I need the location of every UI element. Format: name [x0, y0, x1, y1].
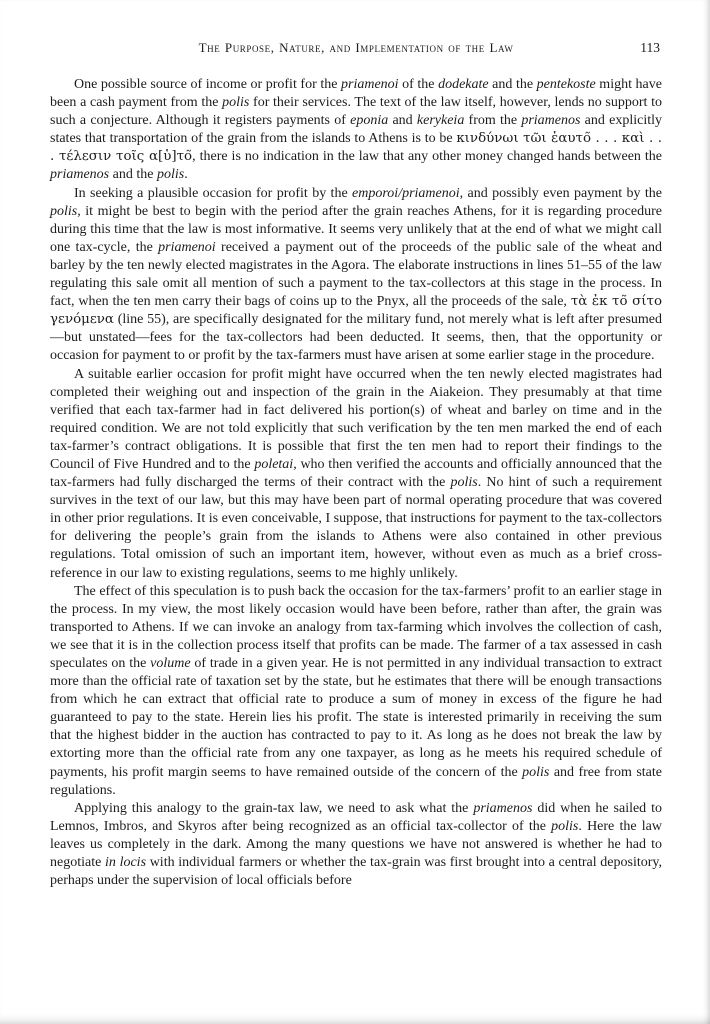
- italic-term: eponia: [350, 113, 389, 129]
- italic-term: priamenoi: [341, 77, 399, 92]
- text-run: and free from state regulations.: [50, 764, 662, 798]
- italic-term: pentekoste: [536, 77, 596, 92]
- text-run: and the: [488, 77, 537, 92]
- italic-term: in locis: [105, 855, 147, 871]
- paragraph: [50, 185, 662, 366]
- greek-text: κινδύνωι τῶι ἑαυτο̃ . . . καὶ . . . τέλεσιν τοῖς α[ὑ]το̃: [50, 131, 662, 165]
- paragraph: [50, 76, 662, 185]
- running-head: [50, 40, 662, 55]
- text-run: might have been a cash payment from the: [50, 77, 662, 111]
- text-run: of trade in a given year. He is not permitted in any individual transaction to extract more than the official rate of taxation set by the state, but he estimates that there will be enough transactions from which he can extract that official rate to produce a sum of money in excess of the figure he had guaranteed to pay to the state. Herein lies his profit. The state is interested primarily in receiving the sum that the highest bidder in the auction has contracted to pay to it. As long as he does not break the law by extorting more than the official rate from any one taxpayer, as long as he meets his required schedule of payments, his profit margin seems to have remained outside of the concern of the: [50, 656, 663, 780]
- italic-term: polis: [450, 475, 478, 491]
- italic-term: poletai: [254, 456, 294, 472]
- italic-term: priamenos: [50, 167, 110, 183]
- text-run: with individual farmers or whether the tax-grain was first brought into a central depository, perhaps under the supervision of local officials before: [50, 855, 662, 889]
- italic-term: volume: [150, 656, 191, 671]
- text-run: , and possibly even payment by the: [459, 185, 662, 201]
- text-run: . No hint of such a requirement survives in the text of our law, but this may have been part of normal operating procedure that was covered in other prior regulations. It is even conceivable, I suppose, that instructions for payment to the tax-collectors for delivering the people’s grain from the islands to Athens were also contained in other previous regulations. Total omission of such an important item, however, without even as much as a brief cross-reference in our law to existing regulations, seems to me highly unlikely.: [50, 475, 662, 581]
- italic-term: polis: [222, 95, 250, 111]
- text-run: (line 55), are specifically designated for the military fund, not merely what is left after presumed—but unstated—fees for the tax-collectors had been deducted. It seems, then, that the opportunity or occasion for payment to or profit by the tax-farmers must have arisen at some earlier stage in the procedure.: [50, 312, 662, 364]
- text-body: [50, 76, 662, 890]
- page-number: 113: [640, 40, 660, 55]
- italic-term: polis: [522, 764, 550, 780]
- text-run: , who then verified the accounts and officially announced that the tax-farmers had fully discharged the terms of their contract with the: [50, 456, 663, 491]
- text-run: received a payment out of the proceeds of the public sale of the wheat and barley by the ten newly elected magistrates in the Agora. The elaborate instructions in lines 51–55 of the law regulating this sale omit all mention of such a payment to the tax-collectors at this stage in the process. In fact, when the ten men carry their bags of coins up to the Pnyx, all the proceeds of the sale,: [50, 239, 662, 310]
- text-run: Applying this analogy to the grain-tax law, we need to ask what the: [74, 800, 474, 816]
- text-run: and explicitly states that transportation of the grain from the islands to Athens is to be: [50, 113, 662, 147]
- greek-text: τὰ ἐκ το̃ σίτο γενόμενα: [50, 294, 663, 328]
- text-run: A suitable earlier occasion for profit might have occurred when the ten newly elected magistrates had completed their weighing out and inspection of the grain in the Aiakeion. They presumably at that time verified that each tax-farmer had in fact delivered his portion(s) of wheat and barley on time and in the required condition. We are not told explicitly that such verification by the ten men marked the end of each tax-farmer’s contract obligations. It is possible that first the ten men had to report their findings to the Council of Five Hundred and to the: [50, 366, 662, 472]
- italic-term: emporoi/priamenoi: [352, 185, 460, 201]
- text-run: of the: [398, 77, 439, 92]
- text-run: One possible source of income or profit for the: [74, 77, 341, 92]
- text-run: The effect of this speculation is to push back the occasion for the tax-farmers’ profit to an earlier stage in the process. In my view, the most likely occasion would have been before, rather than after, the grain was transported to Athens. If we can invoke an analogy from tax-farming which involves the collection of cash, we see that it is in the collection process itself that profits can be made. The farmer of a tax assessed in cash speculates on the: [50, 583, 662, 671]
- italic-term: polis: [50, 203, 78, 219]
- text-run: for their services. The text of the law itself, however, lends no support to such a conjecture. Although it registers payments of: [50, 95, 662, 129]
- italic-term: kerykeia: [416, 113, 465, 129]
- italic-term: priamenoi: [158, 239, 216, 255]
- paragraph: [50, 366, 662, 583]
- text-run: and the: [109, 167, 157, 183]
- italic-term: priamenos: [521, 113, 581, 129]
- italic-term: polis: [551, 818, 579, 834]
- italic-term: dodekate: [438, 77, 489, 92]
- text-run: , there is no indication in the law that any other money changed hands between the: [192, 149, 662, 165]
- text-run: , it might be best to begin with the period after the grain reaches Athens, for it is regarding procedure during this time that the law is most informative. It seems very unlikely that at the end of what we might call one tax-cycle, the: [50, 203, 662, 255]
- text-run: and: [388, 113, 417, 129]
- text-run: . Here the law leaves us completely in the dark. Among the many questions we have not answered is whether he had to negotiate: [50, 818, 662, 871]
- paragraph: [50, 800, 662, 890]
- italic-term: polis: [156, 167, 185, 183]
- italic-term: priamenos: [473, 800, 533, 816]
- text-run: In seeking a plausible occasion for profit by the: [74, 185, 353, 201]
- paragraph: [50, 583, 662, 800]
- text-run: did when he sailed to Lemnos, Imbros, and Skyros after being recognized as an official tax-collector of the: [50, 800, 662, 834]
- page-title: The Purpose, Nature, and Implementation of the Law: [198, 40, 514, 55]
- text-run: .: [184, 167, 188, 183]
- text-run: from the: [464, 113, 522, 129]
